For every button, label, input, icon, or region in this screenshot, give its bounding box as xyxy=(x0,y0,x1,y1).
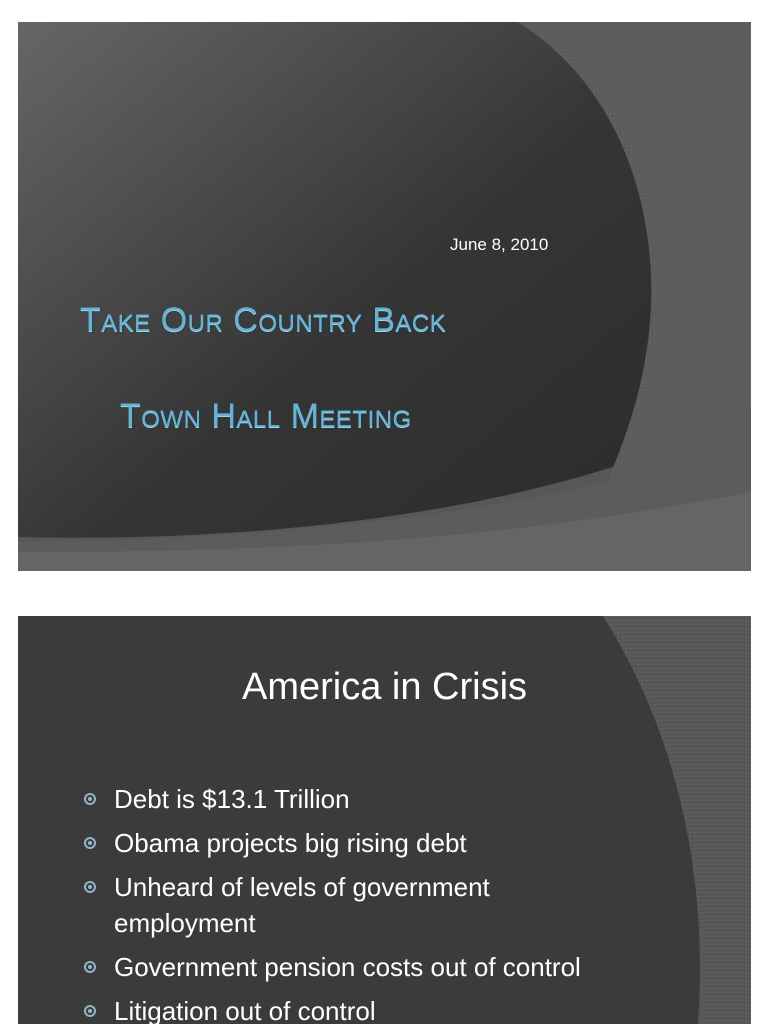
bullet-list xyxy=(80,781,700,1024)
list-item xyxy=(80,949,700,985)
title-slide xyxy=(18,22,751,571)
bullet-text: Government pension costs out of control xyxy=(114,952,581,982)
bullet-text: Debt is $13.1 Trillion xyxy=(114,784,350,814)
list-item xyxy=(80,781,700,817)
content-slide xyxy=(18,616,751,1024)
bullet-text: Obama projects big rising debt xyxy=(114,828,467,858)
list-item xyxy=(80,869,700,941)
target-bullet-icon xyxy=(84,881,96,893)
target-bullet-icon xyxy=(84,1005,96,1017)
list-item xyxy=(80,825,700,861)
presentation-date: June 8, 2010 xyxy=(450,235,549,254)
slide-title: America in Crisis xyxy=(241,666,528,708)
target-bullet-icon xyxy=(84,837,96,849)
list-item xyxy=(80,993,700,1024)
slide-title-line-1: Take Our Country Back xyxy=(80,301,447,339)
target-bullet-icon xyxy=(84,961,96,973)
target-bullet-icon xyxy=(84,793,96,805)
bullet-text: Unheard of levels of government employment xyxy=(114,872,490,938)
slide-title-line-2: Town Hall Meeting xyxy=(120,397,412,435)
slide-background xyxy=(18,22,751,571)
bullet-text: Litigation out of control xyxy=(114,996,376,1024)
